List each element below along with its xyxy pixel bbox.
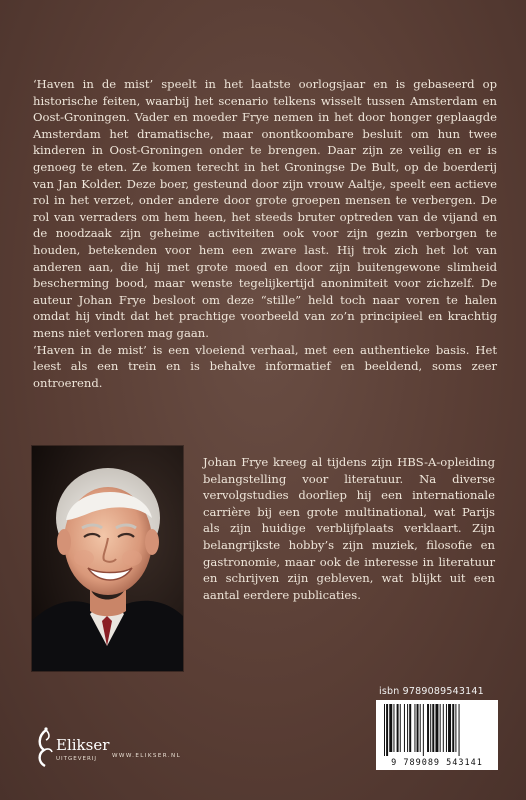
barcode-bar (448, 704, 451, 752)
barcode-bar (440, 704, 441, 752)
barcode-bar (427, 704, 429, 752)
isbn-label: isbn 9789089543141 (379, 686, 484, 697)
barcode-bar (409, 704, 411, 752)
barcode-bar (407, 704, 408, 752)
author-photo (32, 446, 183, 671)
barcode-bars (376, 700, 498, 758)
publisher-subtitle: UITGEVERIJ (56, 756, 98, 762)
barcode-bar (417, 704, 419, 752)
barcode-bar (446, 704, 447, 752)
barcode-bar (400, 704, 401, 752)
barcode-bar (423, 704, 424, 756)
publisher-emblem-icon (34, 726, 56, 770)
publisher-name: Elikser (56, 736, 110, 754)
barcode-bar (414, 704, 415, 752)
blurb-text (33, 76, 497, 391)
barcode-bar (404, 704, 405, 752)
barcode-bar (397, 704, 399, 752)
publisher-logo (34, 726, 174, 774)
barcode-bar (386, 704, 388, 756)
barcode-bar (389, 704, 392, 752)
barcode-bar (384, 704, 385, 756)
isbn-barcode (376, 700, 498, 770)
barcode-bar (452, 704, 454, 752)
barcode-bar (455, 704, 456, 752)
blurb-paragraph-1: ‘Haven in de mist’ speelt in het laatste oorlogsjaar en is gebaseerd op historische feiten, waarbij het scenario telkens wisselt tussen Amsterdam en Oost-Groningen. Vader en moeder Frye nemen in het door honger geplaagde Amsterdam het dramatische, maar onontkoombare besluit om hun twee kinderen in Oost-Groningen onder te brengen. Daar zijn ze veilig en er is genoeg te eten. Ze komen terecht in het Groningse De Bult, op de boerderij van Jan Kolder. Deze boer, gesteund door zijn vrouw Aaltje, speelt een actieve rol in het verzet, onder andere door grote groepen mensen te verbergen. De rol van verraders om hem heen, het steeds bruter optreden van de vijand en de noodzaak zijn geheime activiteiten ook voor zijn gezin verborgen te houden, betekenden voor hem een zware last. Hij trok zich het lot van anderen aan, die hij met grote moed en door zijn buitengewone slimheid bescherming bood, maar wenste tegelijkertijd anonimiteit voor zichzelf. De auteur Johan Frye besloot om deze “stille” held toch naar voren te halen omdat hij vindt dat het prachtige voorbeeld van zo’n principieel en krachtig mens niet verloren mag gaan. (33, 77, 497, 340)
author-portrait-image (32, 446, 183, 671)
barcode-bar (459, 704, 460, 756)
barcode-bar (393, 704, 394, 752)
barcode-bar (420, 704, 421, 752)
barcode-bar (435, 704, 438, 752)
blurb-paragraph-2: ‘Haven in de mist’ is een vloeiend verhaal, met een authentieke basis. Het leest als een trein en is behalve informatief en beeldend, soms zeer ontroerend. (33, 342, 497, 390)
barcode-bar (443, 704, 444, 752)
barcode-number: 9 789089 543141 (391, 758, 483, 768)
publisher-website: WWW.ELIKSER.NL (112, 753, 182, 759)
barcode-bar (430, 704, 431, 752)
author-bio: Johan Frye kreeg al tijdens zijn HBS-A-opleiding belangstelling voor literatuur. Na diverse vervolgstudies doorliep hij een internationale carrière bij een grote multinational, wat Parijs als zijn huidige verblijfplaats verklaart. Zijn belangrijkste hobby’s zijn muziek, filosofie en gastronomie, maar ook de interesse in literatuur en schrijven zijn gebleven, wat blijkt uit een aantal eerdere publicaties. (203, 455, 495, 602)
barcode-bar (432, 704, 434, 752)
